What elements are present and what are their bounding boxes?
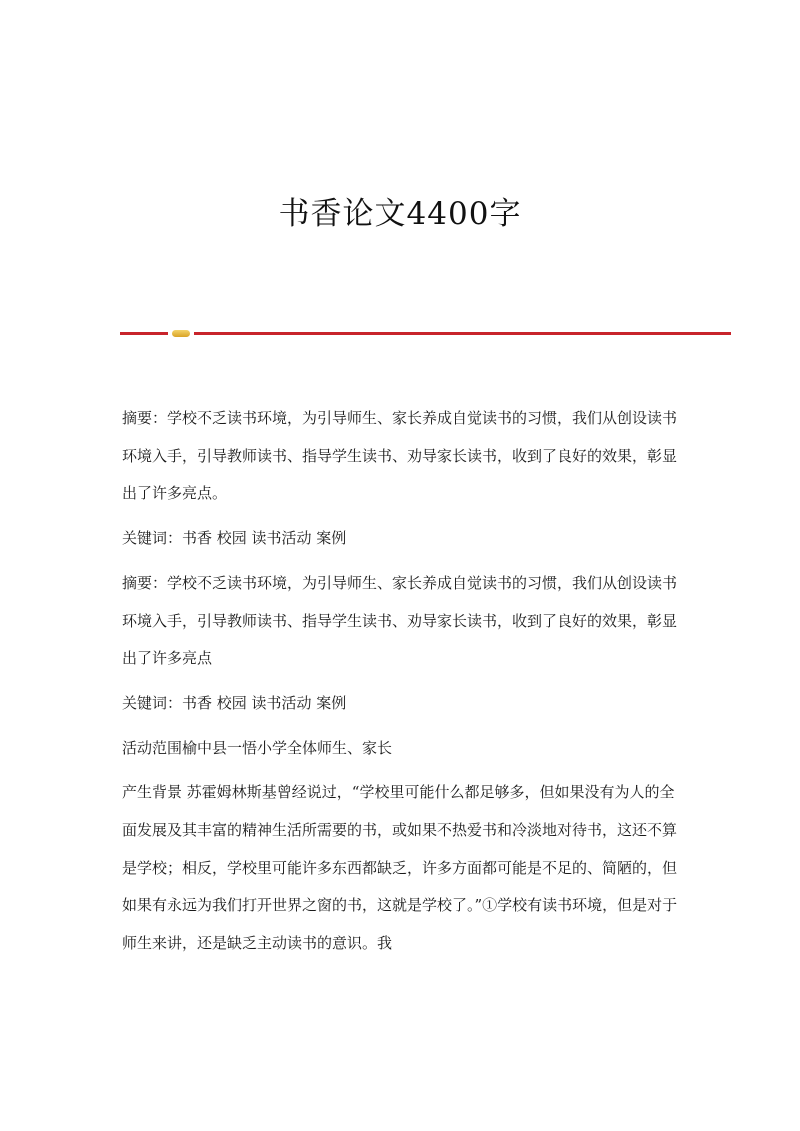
abstract-paragraph: 摘要：学校不乏读书环境，为引导师生、家长养成自觉读书的习惯，我们从创设读书环境入手，引导教师读书、指导学生读书、劝导家长读书，收到了良好的效果，彰显出了许多亮点。 bbox=[122, 409, 678, 503]
title-divider bbox=[120, 330, 731, 338]
divider-line-left bbox=[120, 332, 168, 335]
keywords-paragraph: 关键词：书香 校园 读书活动 案例 bbox=[122, 529, 347, 548]
document-title: 书香论文4400字 bbox=[278, 196, 522, 232]
background-paragraph: 产生背景 苏霍姆林斯基曾经说过，“学校里可能什么都足够多，但如果没有为人的全面发展及其丰富的精神生活所需要的书，或如果不热爱书和冷淡地对待书，这还不算是学校；相反，学校里可能许多东西都缺乏，许多方面都可能是不足的、简陋的，但如果有永远为我们打开世界之窗的书，这就是学校了。”①学校有读书环境，但是对于师生来讲，还是缺乏主动读书的意识。我 bbox=[122, 783, 678, 953]
divider-line-right bbox=[194, 332, 731, 335]
activity-scope-paragraph: 活动范围榆中县一悟小学全体师生、家长 bbox=[122, 738, 393, 757]
divider-ornament bbox=[172, 330, 190, 337]
document-body bbox=[122, 400, 682, 970]
keywords-paragraph-repeat: 关键词：书香 校园 读书活动 案例 bbox=[122, 693, 347, 712]
abstract-paragraph-repeat: 摘要：学校不乏读书环境，为引导师生、家长养成自觉读书的习惯，我们从创设读书环境入手，引导教师读书、指导学生读书、劝导家长读书，收到了良好的效果，彰显出了许多亮点 bbox=[122, 573, 678, 668]
